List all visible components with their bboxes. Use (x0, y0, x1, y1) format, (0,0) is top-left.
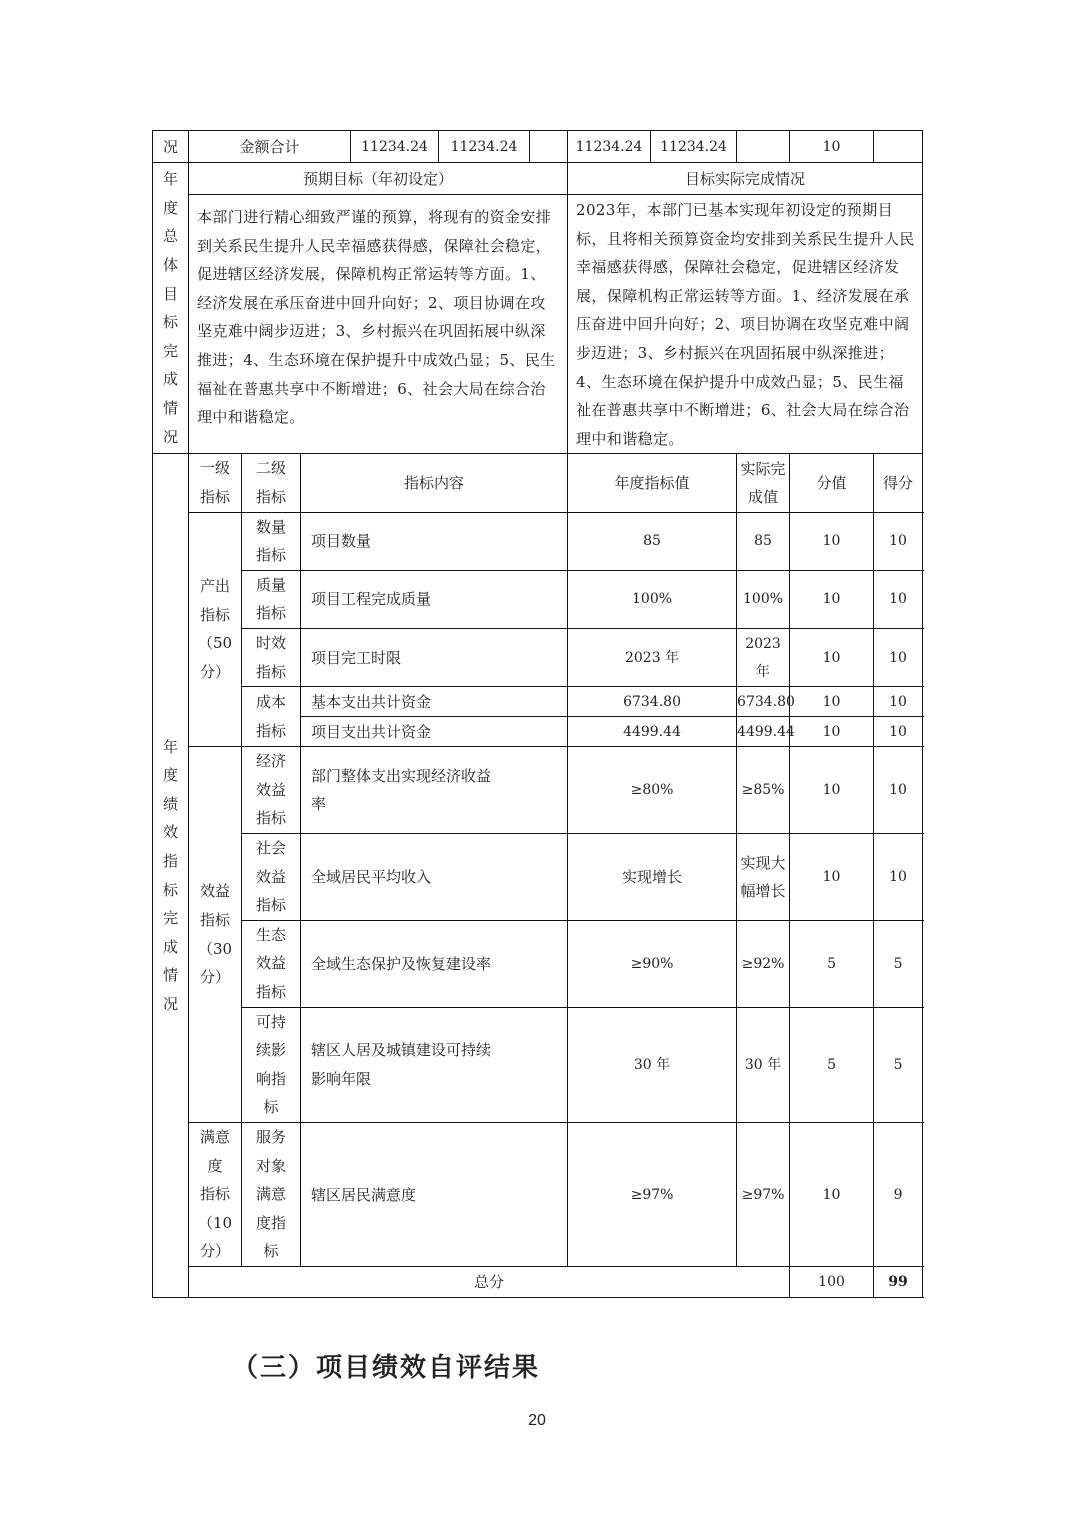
score-value: 9 (874, 1123, 923, 1267)
actual-value: ≥92% (737, 920, 790, 1007)
score-value: 10 (874, 570, 923, 628)
weight-value: 10 (790, 1123, 874, 1267)
indicator-content: 辖区居民满意度 (301, 1123, 568, 1267)
performance-side-label: 年 度 绩 效 指 标 完 成 情 况 (153, 454, 189, 1298)
target-value: 2023 年 (568, 628, 737, 686)
target-value: ≥80% (568, 747, 737, 834)
amount-total-label: 金额合计 (189, 131, 351, 163)
side-label-top: 况 (153, 131, 189, 163)
expected-goal-header: 预期目标（年初设定） (189, 163, 568, 195)
level2-label: 生态 效益 指标 (242, 920, 301, 1007)
output-group-label: 产出 指标 （50 分） (189, 512, 242, 747)
amount-blank-2 (737, 131, 790, 163)
weight-value: 10 (790, 687, 874, 717)
indicator-content: 项目工程完成质量 (301, 570, 568, 628)
actual-value: 实现大幅增长 (737, 834, 790, 921)
amount-value-2: 11234.24 (439, 131, 530, 163)
total-row (153, 1267, 923, 1298)
amount-value-4: 11234.24 (651, 131, 737, 163)
header-level1: 一级 指标 (189, 454, 242, 512)
table-row (153, 920, 923, 1007)
page-number: 20 (528, 1412, 546, 1429)
level2-label: 经济 效益 指标 (242, 747, 301, 834)
total-score: 99 (874, 1267, 923, 1298)
section-heading: （三）项目绩效自评结果 (232, 1353, 541, 1383)
weight-value: 10 (790, 834, 874, 921)
actual-completion-text: 2023年，本部门已基本实现年初设定的预期目标，且将相关预算资金均安排到关系民生提升人民幸福感获得感，保障社会稳定，促进辖区经济发展，保障机构正常运转等方面。1、经济发展在承压奋进中回升向好；2、项目协调在攻坚克难中阔步迈进；3、乡村振兴在巩固拓展中纵深推进；4、生态环境在保护提升中成效凸显；5、民生福祉在普惠共享中不断增进；6、社会大局在综合治理中和谐稳定。 (568, 195, 923, 454)
target-value: 100% (568, 570, 737, 628)
level2-label: 成本 指标 (242, 687, 301, 747)
score-value: 10 (874, 747, 923, 834)
indicator-content: 项目完工时限 (301, 628, 568, 686)
amount-total-row (153, 131, 923, 163)
weight-value: 10 (790, 747, 874, 834)
weight-value: 10 (790, 717, 874, 747)
level2-label: 服务 对象 满意 度指 标 (242, 1123, 301, 1267)
target-value: 85 (568, 512, 737, 570)
actual-value: 30 年 (737, 1007, 790, 1122)
header-score: 得分 (874, 454, 923, 512)
weight-value: 5 (790, 1007, 874, 1122)
amount-value-3: 11234.24 (568, 131, 651, 163)
indicator-header-row (153, 454, 923, 512)
level2-label: 时效 指标 (242, 628, 301, 686)
header-level2: 二级 指标 (242, 454, 301, 512)
indicator-content: 全域生态保护及恢复建设率 (301, 920, 568, 1007)
indicator-content: 项目支出共计资金 (301, 717, 568, 747)
level2-label: 质量 指标 (242, 570, 301, 628)
score-value: 10 (874, 628, 923, 686)
table-row (153, 747, 923, 834)
table-row (153, 1123, 923, 1267)
target-value: 6734.80 (568, 687, 737, 717)
satisfaction-group-label: 满意 度 指标 （10 分） (189, 1123, 242, 1267)
target-value: 实现增长 (568, 834, 737, 921)
expected-goal-text: 本部门进行精心细致严谨的预算，将现有的资金安排到关系民生提升人民幸福感获得感，保障社会稳定，促进辖区经济发展，保障机构正常运转等方面。1、经济发展在承压奋进中回升向好；2、项目协调在攻坚克难中阔步迈进；3、乡村振兴在巩固拓展中纵深推进；4、生态环境在保护提升中成效凸显；5、民生福祉在普惠共享中不断增进；6、社会大局在综合治理中和谐稳定。 (189, 195, 568, 454)
indicator-content: 项目数量 (301, 512, 568, 570)
actual-value: 4499.44 (737, 717, 790, 747)
score-value: 10 (874, 834, 923, 921)
actual-value: 6734.80 (737, 687, 790, 717)
amount-value-1: 11234.24 (351, 131, 439, 163)
table-row (153, 570, 923, 628)
score-value: 5 (874, 1007, 923, 1122)
weight-value: 10 (790, 512, 874, 570)
table-row (153, 628, 923, 686)
level2-label: 可持 续影 响指 标 (242, 1007, 301, 1122)
target-value: 30 年 (568, 1007, 737, 1122)
indicator-content: 辖区人居及城镇建设可持续 影响年限 (301, 1007, 568, 1122)
actual-value: 100% (737, 570, 790, 628)
header-weight: 分值 (790, 454, 874, 512)
weight-value: 10 (790, 628, 874, 686)
table-row (153, 834, 923, 921)
header-actual: 实际完成值 (737, 454, 790, 512)
score-value: 10 (874, 717, 923, 747)
weight-value: 10 (790, 570, 874, 628)
indicator-content: 部门整体支出实现经济收益 率 (301, 747, 568, 834)
target-value: ≥97% (568, 1123, 737, 1267)
table-row (153, 687, 923, 717)
table-row (153, 512, 923, 570)
table-row (153, 1007, 923, 1122)
weight-value: 5 (790, 920, 874, 1007)
actual-completion-header: 目标实际完成情况 (568, 163, 923, 195)
score-value: 5 (874, 920, 923, 1007)
performance-table (152, 130, 923, 1298)
actual-value: 85 (737, 512, 790, 570)
target-value: 4499.44 (568, 717, 737, 747)
effect-group-label: 效益 指标 （30 分） (189, 747, 242, 1123)
actual-value: 2023 年 (737, 628, 790, 686)
target-value: ≥90% (568, 920, 737, 1007)
score-value: 10 (874, 512, 923, 570)
total-label: 总分 (189, 1267, 790, 1298)
indicator-content: 全域居民平均收入 (301, 834, 568, 921)
actual-value: ≥85% (737, 747, 790, 834)
amount-blank-3 (874, 131, 923, 163)
level2-label: 数量 指标 (242, 512, 301, 570)
score-value: 10 (874, 687, 923, 717)
amount-blank-1 (530, 131, 568, 163)
actual-value: ≥97% (737, 1123, 790, 1267)
header-content: 指标内容 (301, 454, 568, 512)
annual-goal-side-label: 年 度 总 体 目 标 完 成 情 况 (153, 163, 189, 454)
indicator-content: 基本支出共计资金 (301, 687, 568, 717)
level2-label: 社会 效益 指标 (242, 834, 301, 921)
amount-score: 10 (790, 131, 874, 163)
total-weight: 100 (790, 1267, 874, 1298)
header-target: 年度指标值 (568, 454, 737, 512)
